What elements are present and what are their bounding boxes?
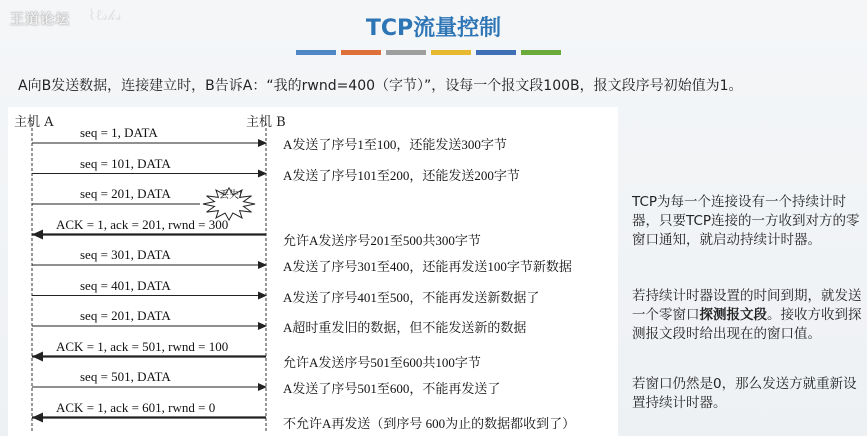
note-probe-part2: 。接收方收到探测报文段时给出现在的窗口值。 xyxy=(632,307,862,342)
note-persist-timer: TCP为每一个连接设有一个持续计时器，只要TCP连接的一方收到对方的零窗口通知，就启动持续计时器。 xyxy=(632,194,860,248)
message-description: A超时重发旧的数据，但不能发送新的数据 xyxy=(283,320,527,335)
message-label: ACK = 1, ack = 601, rwnd = 0 xyxy=(56,399,216,415)
loss-label: 丢失! xyxy=(219,190,243,201)
message-label: ACK = 1, ack = 201, rwnd = 300 xyxy=(56,216,229,232)
page-title: TCP流量控制 xyxy=(365,16,502,41)
host-a-label: 主机 A xyxy=(14,115,54,130)
site-logo: 王道论坛 xyxy=(10,12,70,28)
message-label: seq = 1, DATA xyxy=(80,125,158,140)
message-label: seq = 201, DATA xyxy=(80,308,171,323)
message-label: ACK = 1, ack = 501, rwnd = 100 xyxy=(56,338,229,354)
message-arrowhead xyxy=(32,230,43,240)
message-description: A发送了序号101至200，还能发送200字节 xyxy=(283,167,520,183)
message-description: A发送了序号501至600，不能再发送了 xyxy=(283,381,501,396)
note-probe-segment xyxy=(632,287,862,344)
message-description: 不允许A再发送（到序号 600为止的数据都收到了） xyxy=(283,415,576,431)
problem-statement: A向B发送数据，连接建立时，B告诉A：“我的rwnd=400（字节）”，设每一个报文段100B，报文段序号初始值为1。 xyxy=(18,78,743,94)
message-label: seq = 501, DATA xyxy=(80,369,171,384)
message-description: A发送了序号301至400，还能再发送100字节新数据 xyxy=(283,259,572,274)
message-description: A发送了序号1至100，还能发送300字节 xyxy=(283,137,507,152)
note-probe-part1: 若持续计时器设置的时间到期，就发送一个零窗口 xyxy=(632,288,862,323)
message-description: A发送了序号401至500，不能再发送新数据了 xyxy=(283,289,540,305)
note-probe-bold: 探测报文段 xyxy=(699,307,767,323)
host-b-label: 主机 B xyxy=(246,115,286,130)
message-arrowhead xyxy=(32,413,43,423)
message-description: 允许A发送序号501至600共100字节 xyxy=(283,354,481,370)
handwritten-logo-mark: ⌇ℓ𝓈𝓀𝓈 xyxy=(88,6,122,24)
message-arrowhead xyxy=(32,352,43,362)
message-label: seq = 301, DATA xyxy=(80,247,171,262)
note-zero-window: 若窗口仍然是0，那么发送方就重新设置持续计时器。 xyxy=(632,376,857,411)
message-description: 允许A发送序号201至500共300字节 xyxy=(283,232,481,248)
message-label: seq = 401, DATA xyxy=(80,277,171,293)
message-label: seq = 201, DATA xyxy=(80,186,171,201)
message-label: seq = 101, DATA xyxy=(80,155,171,171)
